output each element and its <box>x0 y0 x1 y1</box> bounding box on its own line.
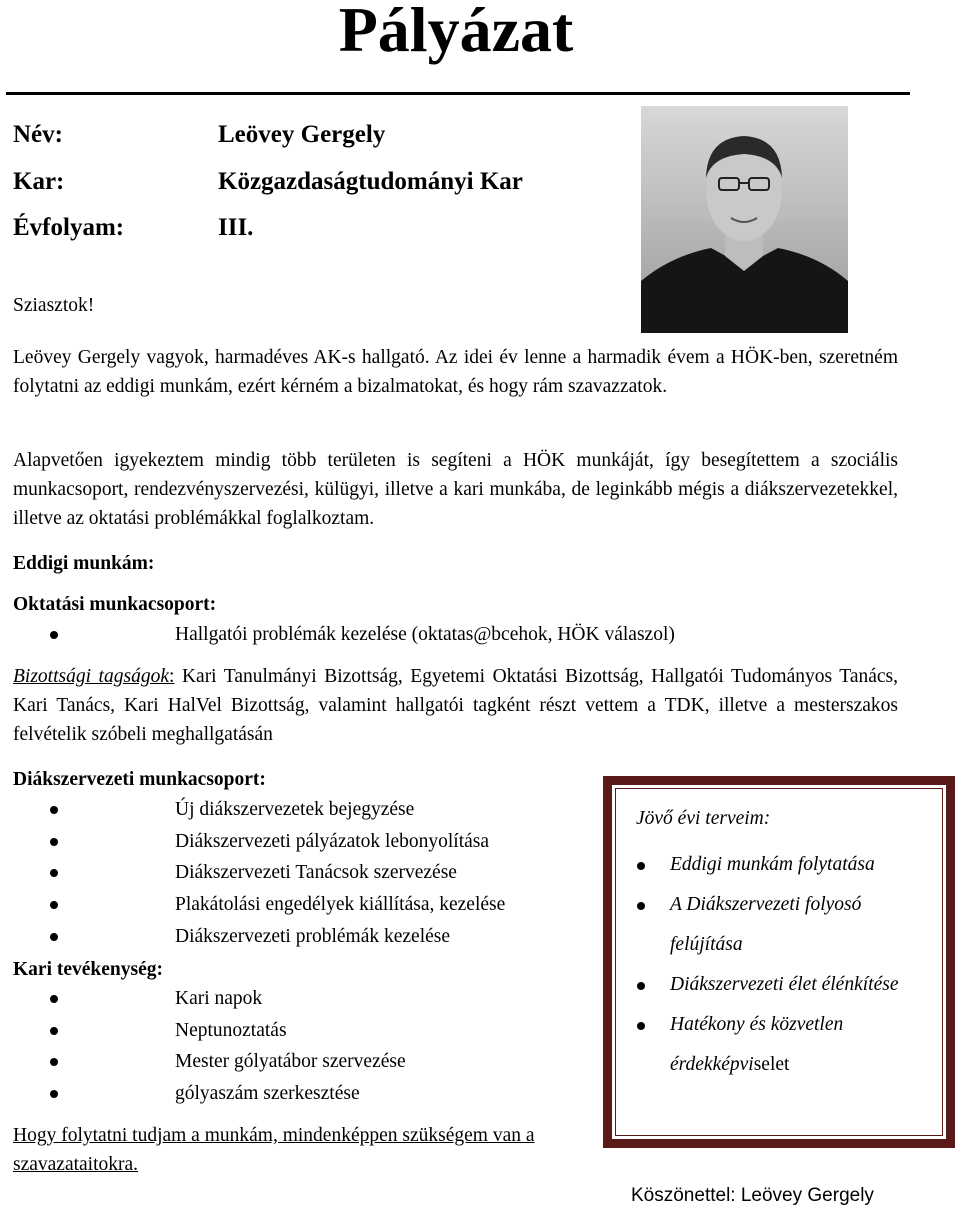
student-orgs-heading: Diákszervezeti munkacsoport: <box>13 769 266 790</box>
intro-paragraph: Leövey Gergely vagyok, harmadéves AK-s hallgató. Az idei év lenne a harmadik évem a HÖK-ben, szeretném folytatni az eddigi munkám, ezért kérném a bizalmatokat, és hogy rám szavazzatok. <box>13 347 898 397</box>
list-item: A Diákszervezeti folyosó felújítása <box>620 885 915 965</box>
bullet-icon <box>50 806 58 814</box>
plans-box <box>603 776 955 1148</box>
name-label: Név: <box>13 121 63 148</box>
faculty-activity-heading: Kari tevékenység: <box>13 959 164 980</box>
list-item: gólyaszám szerkesztése <box>13 1078 593 1110</box>
faculty-label: Kar: <box>13 168 65 195</box>
work-heading: Eddigi munkám: <box>13 553 155 574</box>
bullet-icon <box>50 933 58 941</box>
list-item: Diákszervezeti Tanácsok szervezése <box>13 857 593 889</box>
background-paragraph: Alapvetően igyekeztem mindig több területen is segíteni a HÖK munkáját, így besegítettem a szociális munkacsoport, rendezvényszervezési, külügyi, illetve a kari munkába, de leginkább mégis a diákszervezetekkel, illetve az oktatási problémákkal foglalkoztam. <box>13 450 898 529</box>
bullet-icon <box>637 1022 645 1030</box>
page-title: Pályázat <box>338 0 574 65</box>
list-item: Diákszervezeti élet élénkítése <box>620 965 915 1005</box>
bullet-icon <box>50 838 58 846</box>
list-item: Plakátolási engedélyek kiállítása, kezelése <box>13 889 593 921</box>
list-item: Kari napok <box>13 983 593 1015</box>
plans-title: Jövő évi terveim: <box>636 808 771 829</box>
list-item: Mester gólyatábor szervezése <box>13 1046 593 1078</box>
title-divider <box>6 92 910 95</box>
list-item: Neptunoztatás <box>13 1015 593 1047</box>
bullet-icon <box>637 862 645 870</box>
bullet-icon <box>50 1090 58 1098</box>
committees-paragraph <box>13 662 898 749</box>
list-item: Diákszervezeti problémák kezelése <box>13 921 593 953</box>
bullet-icon <box>50 1027 58 1035</box>
list-item: Hatékony és közvetlen érdekképviselet <box>620 1005 915 1085</box>
signature: Köszönettel: Leövey Gergely <box>631 1185 874 1206</box>
year-value: III. <box>218 214 254 241</box>
bullet-icon <box>50 901 58 909</box>
bullet-icon <box>50 1058 58 1066</box>
faculty-value: Közgazdaságtudományi Kar <box>218 168 523 195</box>
bullet-icon <box>637 982 645 990</box>
name-value: Leövey Gergely <box>218 121 386 148</box>
committees-label: Bizottsági tagságok <box>13 666 169 687</box>
bullet-icon <box>50 631 58 639</box>
list-item: Új diákszervezetek bejegyzése <box>13 794 593 826</box>
bullet-icon <box>50 869 58 877</box>
closing-text: Hogy folytatni tudjam a munkám, mindenképpen szükségem van a szavazataitokra. <box>13 1125 535 1175</box>
list-item: Hallgatói problémák kezelése (oktatas@bcehok, HÖK válaszol) <box>13 619 898 651</box>
plans-list <box>620 845 915 1085</box>
committees-text: Kari Tanulmányi Bizottság, Egyetemi Oktatási Bizottság, Hallgatói Tudományos Tanács, Kari Tanács, Kari HalVel Bizottság, valamint hallgatói tagként részt vettem a TDK, illetve a mesterszakos felvételik szóbeli meghallgatásán <box>13 666 899 745</box>
bullet-icon <box>637 902 645 910</box>
committees-colon: : <box>168 666 175 687</box>
list-item: Eddigi munkám folytatása <box>620 845 915 885</box>
student-orgs-list <box>13 794 593 953</box>
faculty-activity-list <box>13 983 593 1110</box>
list-item: Diákszervezeti pályázatok lebonyolítása <box>13 826 593 858</box>
education-heading: Oktatási munkacsoport: <box>13 594 217 615</box>
greeting: Sziasztok! <box>13 295 95 316</box>
education-list <box>13 619 898 651</box>
bullet-icon <box>50 995 58 1003</box>
year-label: Évfolyam: <box>13 214 125 241</box>
